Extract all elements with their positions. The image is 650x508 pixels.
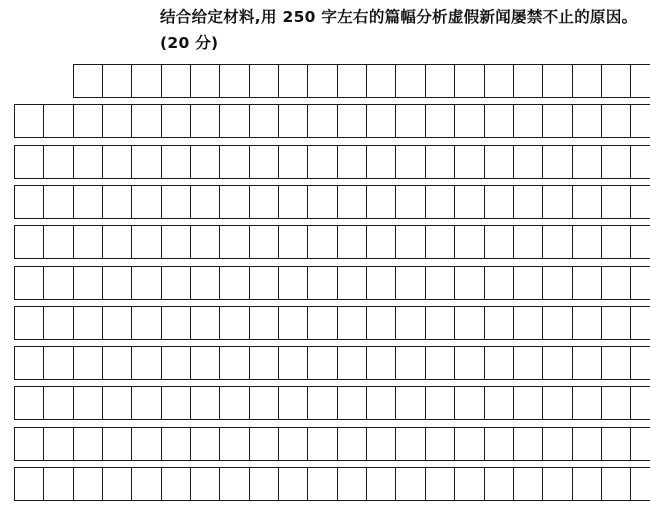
- grid-cell[interactable]: [454, 386, 483, 420]
- grid-cell[interactable]: [102, 225, 131, 259]
- grid-cell[interactable]: [73, 467, 102, 501]
- grid-cell[interactable]: [425, 225, 454, 259]
- grid-cell[interactable]: [131, 346, 160, 380]
- grid-cell[interactable]: [601, 306, 630, 340]
- grid-cell[interactable]: [425, 145, 454, 179]
- grid-cell[interactable]: [14, 145, 43, 179]
- grid-cell[interactable]: [395, 185, 424, 219]
- grid-cell[interactable]: [307, 306, 336, 340]
- grid-cell[interactable]: [161, 145, 190, 179]
- grid-cell[interactable]: [102, 64, 131, 98]
- grid-cell[interactable]: [337, 145, 366, 179]
- grid-cell[interactable]: [219, 266, 248, 300]
- grid-cell[interactable]: [454, 64, 483, 98]
- grid-cell[interactable]: [43, 386, 72, 420]
- grid-cell[interactable]: [484, 185, 513, 219]
- grid-cell[interactable]: [131, 145, 160, 179]
- grid-cell[interactable]: [278, 346, 307, 380]
- grid-cell[interactable]: [337, 386, 366, 420]
- grid-cell[interactable]: [190, 145, 219, 179]
- grid-cell[interactable]: [454, 104, 483, 138]
- grid-cell[interactable]: [484, 306, 513, 340]
- grid-cell[interactable]: [542, 145, 571, 179]
- grid-cell[interactable]: [43, 104, 72, 138]
- grid-cell[interactable]: [425, 266, 454, 300]
- grid-cell[interactable]: [307, 467, 336, 501]
- grid-cell[interactable]: [43, 346, 72, 380]
- grid-cell[interactable]: [366, 427, 395, 461]
- grid-cell[interactable]: [131, 306, 160, 340]
- grid-cell[interactable]: [513, 306, 542, 340]
- grid-cell[interactable]: [190, 104, 219, 138]
- grid-cell[interactable]: [190, 64, 219, 98]
- grid-cell[interactable]: [542, 266, 571, 300]
- grid-cell[interactable]: [425, 467, 454, 501]
- grid-cell[interactable]: [190, 427, 219, 461]
- grid-cell[interactable]: [572, 427, 601, 461]
- grid-cell[interactable]: [542, 104, 571, 138]
- grid-cell[interactable]: [366, 386, 395, 420]
- grid-cell[interactable]: [278, 306, 307, 340]
- grid-cell[interactable]: [395, 225, 424, 259]
- grid-cell[interactable]: [161, 386, 190, 420]
- grid-cell[interactable]: [601, 346, 630, 380]
- grid-cell[interactable]: [630, 104, 650, 138]
- grid-cell[interactable]: [572, 225, 601, 259]
- grid-cell[interactable]: [43, 266, 72, 300]
- grid-row: [14, 306, 650, 340]
- grid-cell[interactable]: [249, 104, 278, 138]
- grid-cell[interactable]: [395, 266, 424, 300]
- grid-row: [14, 266, 650, 300]
- grid-cell[interactable]: [572, 266, 601, 300]
- grid-cell[interactable]: [131, 104, 160, 138]
- grid-cell[interactable]: [131, 64, 160, 98]
- grid-cell[interactable]: [14, 104, 43, 138]
- grid-cell[interactable]: [190, 225, 219, 259]
- grid-cell[interactable]: [337, 467, 366, 501]
- grid-cell[interactable]: [542, 427, 571, 461]
- grid-cell[interactable]: [161, 467, 190, 501]
- grid-cell[interactable]: [513, 64, 542, 98]
- grid-cell[interactable]: [572, 104, 601, 138]
- grid-cell[interactable]: [513, 386, 542, 420]
- grid-cell[interactable]: [484, 104, 513, 138]
- grid-cell[interactable]: [249, 225, 278, 259]
- grid-cell[interactable]: [513, 427, 542, 461]
- grid-cell[interactable]: [278, 64, 307, 98]
- grid-cell[interactable]: [425, 346, 454, 380]
- grid-cell[interactable]: [601, 427, 630, 461]
- grid-cell[interactable]: [337, 225, 366, 259]
- grid-cell[interactable]: [161, 185, 190, 219]
- grid-cell[interactable]: [484, 467, 513, 501]
- grid-cell[interactable]: [307, 185, 336, 219]
- grid-cell[interactable]: [454, 346, 483, 380]
- grid-cell[interactable]: [572, 145, 601, 179]
- grid-cell[interactable]: [14, 185, 43, 219]
- grid-cell[interactable]: [395, 427, 424, 461]
- grid-cell[interactable]: [219, 104, 248, 138]
- grid-cell[interactable]: [542, 225, 571, 259]
- grid-cell[interactable]: [161, 104, 190, 138]
- grid-cell[interactable]: [542, 467, 571, 501]
- grid-cell[interactable]: [454, 145, 483, 179]
- grid-cell[interactable]: [131, 225, 160, 259]
- grid-cell[interactable]: [395, 145, 424, 179]
- grid-cell[interactable]: [337, 64, 366, 98]
- grid-cell[interactable]: [249, 386, 278, 420]
- grid-cell[interactable]: [131, 185, 160, 219]
- grid-cell[interactable]: [161, 64, 190, 98]
- grid-cell[interactable]: [307, 64, 336, 98]
- grid-cell[interactable]: [454, 185, 483, 219]
- grid-cell[interactable]: [366, 346, 395, 380]
- grid-row: [14, 145, 650, 179]
- grid-cell[interactable]: [484, 266, 513, 300]
- grid-cell[interactable]: [73, 225, 102, 259]
- grid-cell[interactable]: [190, 306, 219, 340]
- grid-cell[interactable]: [131, 386, 160, 420]
- grid-cell[interactable]: [572, 306, 601, 340]
- grid-cell[interactable]: [73, 306, 102, 340]
- grid-cell[interactable]: [454, 467, 483, 501]
- grid-cell[interactable]: [307, 266, 336, 300]
- grid-cell[interactable]: [484, 64, 513, 98]
- grid-cell[interactable]: [366, 467, 395, 501]
- grid-cell[interactable]: [131, 427, 160, 461]
- grid-cell[interactable]: [601, 64, 630, 98]
- grid-cell[interactable]: [337, 427, 366, 461]
- grid-cell[interactable]: [190, 185, 219, 219]
- grid-cell[interactable]: [572, 185, 601, 219]
- grid-cell[interactable]: [542, 185, 571, 219]
- grid-cell[interactable]: [513, 104, 542, 138]
- grid-cell[interactable]: [572, 346, 601, 380]
- grid-cell[interactable]: [601, 386, 630, 420]
- grid-cell[interactable]: [630, 64, 650, 98]
- grid-cell[interactable]: [542, 346, 571, 380]
- grid-cell[interactable]: [102, 145, 131, 179]
- grid-cell[interactable]: [73, 104, 102, 138]
- grid-cell[interactable]: [249, 427, 278, 461]
- grid-cell[interactable]: [337, 104, 366, 138]
- grid-cell[interactable]: [219, 467, 248, 501]
- grid-cell[interactable]: [337, 266, 366, 300]
- grid-cell[interactable]: [43, 467, 72, 501]
- grid-cell[interactable]: [14, 266, 43, 300]
- grid-cell[interactable]: [513, 145, 542, 179]
- grid-cell[interactable]: [484, 225, 513, 259]
- grid-cell[interactable]: [307, 145, 336, 179]
- grid-cell[interactable]: [307, 225, 336, 259]
- grid-cell[interactable]: [542, 64, 571, 98]
- grid-cell[interactable]: [513, 467, 542, 501]
- grid-cell[interactable]: [190, 467, 219, 501]
- grid-cell[interactable]: [249, 64, 278, 98]
- grid-cell[interactable]: [454, 225, 483, 259]
- grid-cell[interactable]: [425, 427, 454, 461]
- grid-cell[interactable]: [131, 467, 160, 501]
- grid-cell[interactable]: [630, 386, 650, 420]
- grid-cell[interactable]: [484, 427, 513, 461]
- grid-cell[interactable]: [366, 145, 395, 179]
- grid-cell[interactable]: [513, 266, 542, 300]
- grid-cell[interactable]: [425, 64, 454, 98]
- grid-cell[interactable]: [278, 185, 307, 219]
- grid-cell[interactable]: [219, 346, 248, 380]
- grid-cell[interactable]: [278, 145, 307, 179]
- grid-cell[interactable]: [395, 306, 424, 340]
- grid-cell[interactable]: [161, 346, 190, 380]
- grid-cell[interactable]: [395, 104, 424, 138]
- grid-cell[interactable]: [43, 145, 72, 179]
- grid-cell[interactable]: [73, 266, 102, 300]
- grid-cell[interactable]: [73, 64, 102, 98]
- grid-cell[interactable]: [219, 185, 248, 219]
- grid-cell[interactable]: [513, 346, 542, 380]
- grid-cell[interactable]: [484, 346, 513, 380]
- grid-cell[interactable]: [249, 266, 278, 300]
- grid-cell[interactable]: [395, 386, 424, 420]
- grid-cell[interactable]: [307, 346, 336, 380]
- grid-cell[interactable]: [249, 185, 278, 219]
- grid-cell[interactable]: [630, 346, 650, 380]
- grid-row: [14, 225, 650, 259]
- grid-cell[interactable]: [73, 145, 102, 179]
- grid-cell[interactable]: [102, 185, 131, 219]
- grid-cell[interactable]: [454, 427, 483, 461]
- grid-cell[interactable]: [249, 306, 278, 340]
- grid-row: [14, 185, 650, 219]
- grid-cell[interactable]: [601, 266, 630, 300]
- grid-cell[interactable]: [601, 104, 630, 138]
- grid-row: [14, 346, 650, 380]
- grid-cell[interactable]: [278, 467, 307, 501]
- grid-cell[interactable]: [484, 145, 513, 179]
- grid-cell[interactable]: [307, 427, 336, 461]
- grid-cell[interactable]: [14, 306, 43, 340]
- grid-row: [14, 467, 650, 501]
- grid-cell[interactable]: [366, 104, 395, 138]
- grid-cell[interactable]: [73, 427, 102, 461]
- grid-cell[interactable]: [14, 467, 43, 501]
- grid-cell[interactable]: [513, 185, 542, 219]
- grid-cell[interactable]: [366, 185, 395, 219]
- grid-cell[interactable]: [278, 427, 307, 461]
- grid-cell[interactable]: [14, 386, 43, 420]
- grid-cell[interactable]: [366, 225, 395, 259]
- grid-cell[interactable]: [572, 64, 601, 98]
- grid-cell[interactable]: [73, 185, 102, 219]
- grid-cell[interactable]: [307, 104, 336, 138]
- grid-cell[interactable]: [278, 104, 307, 138]
- grid-cell[interactable]: [630, 266, 650, 300]
- grid-cell[interactable]: [43, 185, 72, 219]
- grid-cell[interactable]: [190, 346, 219, 380]
- grid-cell[interactable]: [161, 427, 190, 461]
- grid-cell[interactable]: [219, 386, 248, 420]
- grid-row: [14, 386, 650, 420]
- grid-row: [14, 427, 650, 461]
- grid-cell[interactable]: [102, 104, 131, 138]
- grid-cell[interactable]: [43, 225, 72, 259]
- grid-cell[interactable]: [572, 386, 601, 420]
- grid-cell[interactable]: [630, 145, 650, 179]
- grid-cell[interactable]: [425, 104, 454, 138]
- grid-cell[interactable]: [43, 427, 72, 461]
- grid-cell[interactable]: [572, 467, 601, 501]
- question-prompt: 结合给定材料,用 250 字左右的篇幅分析虚假新闻屡禁不止的原因。: [160, 8, 638, 26]
- grid-cell[interactable]: [425, 306, 454, 340]
- grid-cell[interactable]: [601, 225, 630, 259]
- grid-cell[interactable]: [102, 306, 131, 340]
- grid-cell[interactable]: [249, 145, 278, 179]
- grid-cell[interactable]: [161, 306, 190, 340]
- grid-cell[interactable]: [601, 467, 630, 501]
- grid-cell[interactable]: [630, 185, 650, 219]
- grid-cell[interactable]: [131, 266, 160, 300]
- grid-cell[interactable]: [219, 64, 248, 98]
- grid-cell[interactable]: [630, 427, 650, 461]
- grid-cell[interactable]: [278, 386, 307, 420]
- grid-cell[interactable]: [337, 185, 366, 219]
- grid-cell[interactable]: [366, 266, 395, 300]
- grid-row: [14, 104, 650, 138]
- grid-cell[interactable]: [190, 266, 219, 300]
- grid-cell[interactable]: [249, 467, 278, 501]
- grid-cell[interactable]: [307, 386, 336, 420]
- grid-cell[interactable]: [395, 64, 424, 98]
- grid-cell[interactable]: [425, 386, 454, 420]
- grid-cell[interactable]: [366, 64, 395, 98]
- grid-cell[interactable]: [278, 266, 307, 300]
- grid-cell[interactable]: [14, 225, 43, 259]
- grid-cell[interactable]: [337, 306, 366, 340]
- grid-cell[interactable]: [278, 225, 307, 259]
- grid-cell[interactable]: [542, 306, 571, 340]
- grid-row: [73, 64, 650, 98]
- grid-cell[interactable]: [542, 386, 571, 420]
- grid-cell[interactable]: [601, 145, 630, 179]
- grid-cell[interactable]: [630, 225, 650, 259]
- grid-cell[interactable]: [219, 306, 248, 340]
- grid-cell[interactable]: [484, 386, 513, 420]
- grid-cell[interactable]: [102, 266, 131, 300]
- grid-cell[interactable]: [102, 427, 131, 461]
- question-text: [160, 4, 648, 56]
- grid-cell[interactable]: [14, 427, 43, 461]
- grid-cell[interactable]: [190, 386, 219, 420]
- grid-cell[interactable]: [102, 467, 131, 501]
- grid-cell[interactable]: [219, 225, 248, 259]
- question-score: (20 分): [160, 34, 219, 52]
- grid-cell[interactable]: [454, 266, 483, 300]
- grid-cell[interactable]: [366, 306, 395, 340]
- grid-cell[interactable]: [43, 306, 72, 340]
- grid-cell[interactable]: [102, 346, 131, 380]
- grid-cell[interactable]: [601, 185, 630, 219]
- grid-cell[interactable]: [161, 266, 190, 300]
- grid-cell[interactable]: [249, 346, 278, 380]
- grid-cell[interactable]: [161, 225, 190, 259]
- grid-cell[interactable]: [513, 225, 542, 259]
- grid-cell[interactable]: [395, 346, 424, 380]
- grid-cell[interactable]: [219, 145, 248, 179]
- grid-cell[interactable]: [630, 306, 650, 340]
- grid-cell[interactable]: [73, 386, 102, 420]
- grid-cell[interactable]: [395, 467, 424, 501]
- grid-cell[interactable]: [102, 386, 131, 420]
- grid-cell[interactable]: [425, 185, 454, 219]
- grid-cell[interactable]: [630, 467, 650, 501]
- grid-cell[interactable]: [219, 427, 248, 461]
- grid-cell[interactable]: [454, 306, 483, 340]
- grid-cell[interactable]: [337, 346, 366, 380]
- grid-cell[interactable]: [14, 346, 43, 380]
- grid-cell[interactable]: [73, 346, 102, 380]
